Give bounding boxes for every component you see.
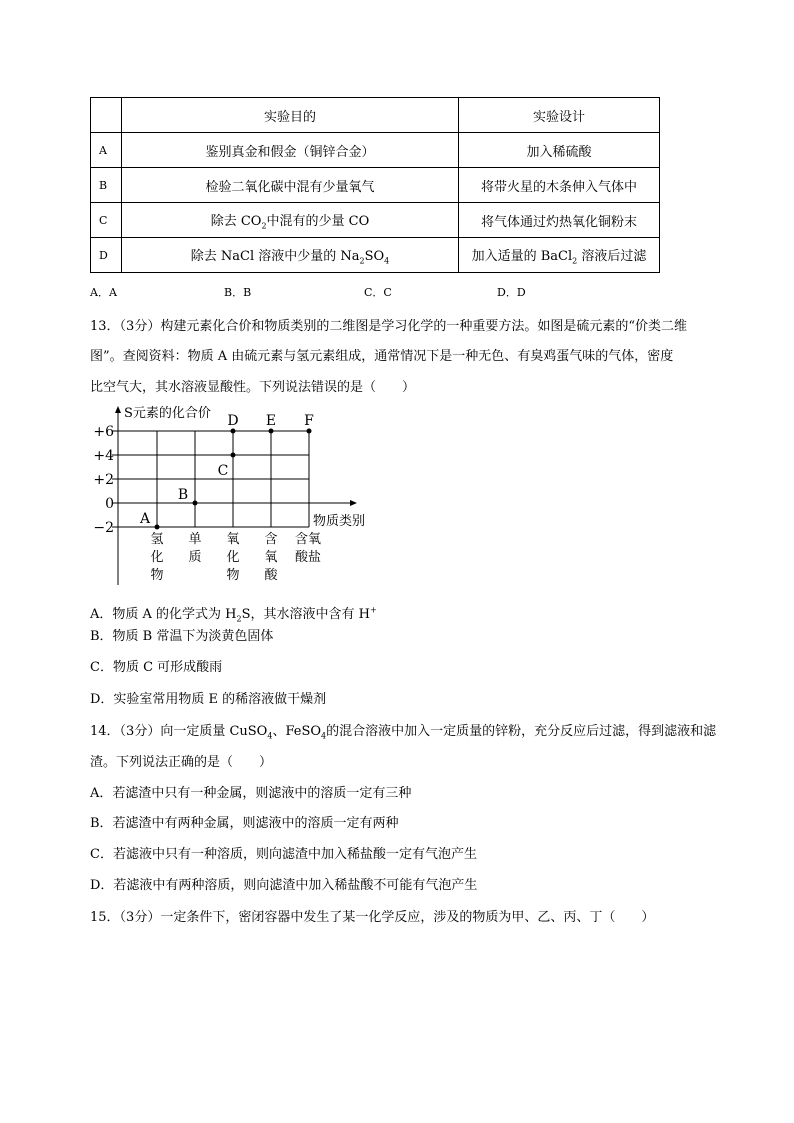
x-axis-arrow: [350, 500, 357, 506]
header-blank: [91, 98, 122, 133]
row-design: 加入稀硫酸: [459, 133, 660, 168]
y-axis-arrow: [115, 406, 121, 413]
q14-line-1: [90, 720, 716, 741]
category-label: 酸盐: [294, 550, 322, 565]
superscript: +: [370, 605, 377, 615]
category-label: 氧: [226, 532, 240, 547]
category-label: 物: [150, 568, 164, 583]
y-tick-label: +2: [93, 472, 114, 488]
category-label: 含: [264, 532, 278, 547]
text: 除去 CO: [210, 213, 262, 229]
point-label: A: [139, 511, 151, 527]
x-axis-label: 物质类别: [313, 514, 366, 529]
subscript: 4: [384, 256, 390, 266]
row-goal: [122, 203, 459, 238]
q14-option-d: D．若滤液中有两种溶质，则向滤渣中加入稀盐酸不可能有气泡产生: [90, 878, 478, 893]
category-label: 氢: [150, 532, 164, 547]
text: A．物质 A 的化学式为 H: [90, 607, 237, 622]
text: 中混有的少量 CO: [266, 213, 370, 229]
row-key: D: [91, 238, 122, 273]
data-point: [193, 501, 198, 506]
point-label: C: [217, 463, 229, 479]
row-goal: [122, 238, 459, 273]
subscript: 2: [572, 256, 578, 266]
y-axis-label: S元素的化合价: [124, 406, 211, 421]
category-label: 物: [226, 568, 240, 583]
q12-option-a: A．A: [90, 286, 117, 299]
subscript: 2: [261, 221, 267, 231]
row-design: [459, 238, 660, 273]
table-row: [91, 133, 660, 168]
y-tick-label: −2: [93, 520, 114, 536]
q13-line-1: 13．（3分）构建元素化合价和物质类别的二维图是学习化学的一种重要方法。如图是硫元素的“价类二维: [90, 319, 687, 334]
text: 溶液后过滤: [577, 248, 647, 264]
q14-option-c: C．若滤液中只有一种溶质，则向滤渣中加入稀盐酸一定有气泡产生: [90, 847, 477, 862]
q15-text: 15．（3分）一定条件下，密闭容器中发生了某一化学反应，涉及的物质为甲、乙、丙、丁（ ）: [90, 910, 655, 925]
q13-option-a: [90, 603, 377, 624]
data-point: [307, 429, 312, 434]
category-label: 质: [188, 550, 202, 565]
q13-line-2: 图”。查阅资料：物质 A 由硫元素与氢元素组成，通常情况下是一种无色、有臭鸡蛋气味的气体，密度: [90, 349, 674, 364]
category-label: 化: [150, 550, 164, 565]
row-key: C: [91, 203, 122, 238]
header-design: 实验设计: [459, 98, 660, 133]
text: 加入适量的 BaCl: [471, 248, 573, 264]
row-design: 将气体通过灼热氧化铜粉末: [459, 203, 660, 238]
category-label: 含氧: [294, 532, 322, 547]
category-label: 单: [188, 532, 202, 547]
q13-line-3: 比空气大，其水溶液显酸性。下列说法错误的是（ ）: [90, 380, 416, 395]
subscript: 2: [359, 256, 365, 266]
subscript: 2: [236, 614, 242, 624]
point-label: D: [227, 413, 239, 429]
experiment-table: [90, 97, 660, 273]
valence-category-diagram: [85, 405, 385, 590]
q12-option-c: C．C: [364, 286, 392, 299]
q13-option-d: D．实验室常用物质 E 的稀溶液做干燥剂: [90, 692, 327, 707]
data-point: [231, 453, 236, 458]
row-design: 将带火星的木条伸入气体中: [459, 168, 660, 203]
text: 的混合溶液中加入一定质量的锌粉，充分反应后过滤，得到滤液和滤: [326, 724, 717, 739]
point-label: B: [177, 487, 189, 503]
y-tick-label: +4: [93, 448, 114, 464]
category-label: 氧: [264, 550, 278, 565]
y-tick-label: 0: [105, 496, 114, 512]
q14-option-a: A．若滤渣中只有一种金属，则滤液中的溶质一定有三种: [90, 786, 412, 801]
table-row: [91, 238, 660, 273]
q14-line-2: 渣。下列说法正确的是（ ）: [90, 755, 273, 770]
row-key: A: [91, 133, 122, 168]
point-label: F: [304, 413, 314, 429]
data-point: [231, 429, 236, 434]
q13-option-c: C．物质 C 可形成酸雨: [90, 660, 223, 675]
q12-option-b: B．B: [224, 286, 252, 299]
category-label: 化: [226, 550, 240, 565]
row-key: B: [91, 168, 122, 203]
subscript: 4: [267, 731, 273, 741]
table-header: [91, 98, 660, 133]
q14-option-b: B．若滤渣中有两种金属，则滤液中的溶质一定有两种: [90, 816, 399, 831]
row-goal: 检验二氧化碳中混有少量氧气: [122, 168, 459, 203]
header-goal: 实验目的: [122, 98, 459, 133]
data-point: [155, 525, 160, 530]
y-tick-label: +6: [93, 424, 114, 440]
text: S，其水溶液中含有 H: [241, 607, 370, 622]
row-goal: 鉴别真金和假金（铜锌合金）: [122, 133, 459, 168]
text: 除去 NaCl 溶液中少量的 Na: [190, 248, 360, 264]
text: SO: [364, 248, 385, 264]
table-row: [91, 203, 660, 238]
q12-option-d: D．D: [497, 286, 526, 299]
table-row: [91, 168, 660, 203]
q13-option-b: B．物质 B 常温下为淡黄色固体: [90, 629, 274, 644]
text: 14．（3分）向一定质量 CuSO: [90, 724, 268, 739]
text: 、FeSO: [272, 724, 322, 739]
data-point: [269, 429, 274, 434]
category-label: 酸: [264, 568, 278, 583]
subscript: 4: [321, 731, 327, 741]
point-label: E: [265, 413, 277, 429]
